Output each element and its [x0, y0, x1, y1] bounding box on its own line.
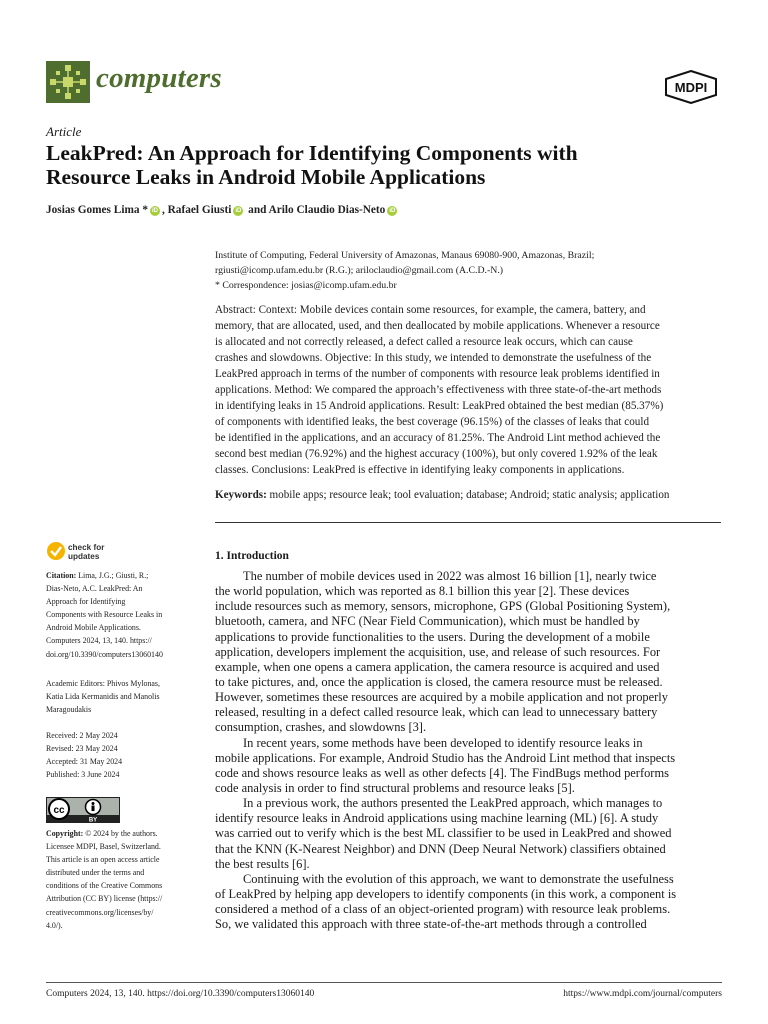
affiliation-block	[215, 248, 725, 293]
author-name: Josias Gomes Lima *	[46, 204, 148, 216]
body-line: the best results [6].	[215, 856, 310, 871]
divider	[215, 522, 721, 523]
abstract-line: Abstract: Context: Mobile devices contain some resources, for example, the camera, battery, and	[215, 304, 646, 316]
check-for-updates-icon	[46, 541, 66, 561]
body-line: considered a method of a class of an object-oriented program) with resource leak problems.	[215, 902, 671, 917]
article-type: Article	[46, 124, 82, 139]
orcid-icon[interactable]: iD	[389, 208, 396, 214]
author-name: , Rafael Giusti	[162, 204, 232, 216]
cc-by-label: BY	[88, 817, 98, 823]
footer-citation-link[interactable]: Computers 2024, 13, 140. https://doi.org/10.3390/computers13060140	[46, 989, 315, 999]
license-link[interactable]: creativecommons.org/licenses/by/	[46, 907, 154, 917]
footer-journal-link[interactable]: https://www.mdpi.com/journal/computers	[563, 989, 722, 999]
mdpi-hexagon-icon	[664, 70, 718, 104]
journal-logo	[46, 61, 90, 103]
body-line: was carried out to verify which is the best ML classifier to be used in LeakPred and showed	[215, 826, 672, 841]
abstract-line: be identified in the applications, and an accuracy of 81.25%. The Android Lint method achieved the	[215, 432, 661, 445]
citation-line: Components with Resource Leaks in	[46, 610, 163, 620]
citation-line: Dias-Neto, A.C. LeakPred: An	[46, 584, 143, 594]
editors-line: Katia Lida Kermanidis and Manolis	[46, 692, 160, 702]
revised-date: Revised: 23 May 2024	[46, 744, 118, 754]
keywords-list: mobile apps; resource leak; tool evaluation; database; Android; static analysis; application	[269, 489, 670, 501]
copyright-line: Attribution (CC BY) license (https://	[46, 894, 163, 904]
abstract	[215, 302, 721, 479]
academic-editors	[46, 677, 196, 716]
body-line: So, we validated this approach with three state-of-the-art methods through a controlled	[215, 917, 647, 932]
body-line: mobile applications. For example, Android Studio has the Android Lint method that inspects	[215, 750, 676, 765]
journal-name: computers	[96, 62, 222, 94]
body-line: applications to provide functionalities to the users. During the development of a mobile	[215, 629, 650, 644]
publisher-label: MDPI	[674, 80, 708, 95]
copyright-line: Licensee MDPI, Basel, Switzerland.	[46, 842, 161, 852]
abstract-line: is allocated and not correctly released, a defect called a resource leak occurs, which can cause	[215, 336, 633, 349]
citation-line: Computers 2024, 13, 140. https://	[46, 636, 152, 646]
copyright-line: © 2024 by the authors.	[83, 829, 158, 838]
check-for-updates-badge[interactable]	[46, 541, 66, 566]
orcid-icon[interactable]: iD	[235, 208, 242, 214]
citation-block	[46, 569, 196, 661]
body-line: In a previous work, the authors presented the LeakPred approach, which manages to	[243, 796, 663, 811]
body-line: identify resource leaks in Android applications using machine learning (ML) [6]. A study	[215, 811, 659, 826]
body-line: to take pictures, and, once the application is closed, the camera resource must be released.	[215, 674, 663, 689]
citation-doi-link[interactable]: doi.org/10.3390/computers13060140	[46, 649, 163, 659]
creative-commons-icon	[46, 797, 120, 823]
body-line: of LeakPred by helping app developers to identify components (in this work, a component is	[215, 886, 677, 901]
copyright-block	[46, 827, 196, 932]
body-line: that the KNN (K-Nearest Neighbor) and DNN (Deep Neural Network) classifiers obtained	[215, 841, 666, 856]
abstract-line: applications. Method: We compared the approach’s effectiveness with three state-of-the-art methods	[215, 384, 662, 397]
affiliation-line: Institute of Computing, Federal University of Amazonas, Manaus 69080-900, Amazonas, Brazil;	[215, 250, 595, 261]
body-line: Continuing with the evolution of this approach, we want to demonstrate the usefulness	[243, 871, 674, 886]
cc-by-license-badge[interactable]	[46, 797, 120, 828]
affiliation-line: rgiusti@icomp.ufam.edu.br (R.G.); ariloclaudio@gmail.com (A.C.D.-N.)	[215, 265, 504, 276]
received-date: Received: 2 May 2024	[46, 731, 118, 740]
check-for-updates-label[interactable]	[68, 543, 104, 561]
published-date: Published: 3 June 2024	[46, 770, 120, 780]
copyright-line: distributed under the terms and	[46, 868, 145, 878]
article-title	[46, 141, 726, 189]
copyright-line: 4.0/).	[46, 920, 63, 930]
svg-text:cc: cc	[53, 805, 65, 816]
footer-divider	[46, 982, 722, 983]
body-line: However, sometimes these resources are acquired by a mobile application and not properly	[215, 690, 668, 705]
copyright-line: This article is an open access article	[46, 855, 160, 865]
body-line: code and shows resource leaks as well as other defects [4]. The FindBugs method performs	[215, 765, 669, 780]
author-list	[46, 204, 399, 216]
publication-dates	[46, 729, 122, 781]
body-line: example, when one opens a camera application, the camera resource is acquired and used	[215, 659, 660, 674]
copyright-line: conditions of the Creative Commons	[46, 881, 163, 891]
computers-logo-icon	[46, 61, 90, 103]
author-name: and Arilo Claudio Dias-Neto	[245, 204, 386, 216]
check-line: check for	[68, 543, 105, 552]
keywords	[215, 489, 721, 501]
abstract-line: in identifying leaks in 15 Android applications. Result: LeakPred obtained the best median (85.37%)	[215, 400, 664, 413]
body-line: include resources such as memory, sensors, microphone, GPS (Global Positioning System),	[215, 599, 671, 614]
editors-line: Academic Editors: Phivos Mylonas,	[46, 679, 160, 688]
orcid-icon[interactable]: iD	[152, 208, 158, 214]
title-line: LeakPred: An Approach for Identifying Components with	[46, 141, 578, 165]
abstract-line: crashes and slowdowns. Objective: In this study, we intended to demonstrate the usefulness of the	[215, 352, 652, 365]
section-heading: 1. Introduction	[215, 550, 289, 562]
citation-line: Android Mobile Applications.	[46, 623, 141, 633]
check-line: updates	[68, 552, 100, 561]
keywords-label: Keywords:	[215, 489, 267, 501]
copyright-label: Copyright:	[46, 829, 84, 838]
citation-line: Approach for Identifying	[46, 597, 126, 607]
title-line: Resource Leaks in Android Mobile Applications	[46, 165, 486, 189]
abstract-line: second best median (76.92%) and the highest accuracy (100%), but only covered 1.92% of the leak	[215, 448, 658, 461]
body-line: released, resulting in a defect called resource leak, which can lead to unnecessary battery	[215, 705, 658, 720]
abstract-line: LeakPred approach in terms of the number of components with resource leak problems identified in	[215, 368, 660, 381]
body-line: the world population, which was reported as 8.1 billion this year [2]. These devices	[215, 584, 630, 599]
abstract-line: of components with identified leaks, the best coverage (96.15%) of the classes of leaks that could	[215, 416, 650, 429]
body-line: The number of mobile devices used in 2022 was almost 16 billion [1], nearly twice	[243, 569, 657, 583]
accepted-date: Accepted: 31 May 2024	[46, 757, 123, 767]
body-line: consumption, crashes, and slowdowns [3].	[215, 720, 427, 735]
body-line: code analysis in order to find structural problems and resource leaks [5].	[215, 780, 575, 795]
citation-label: Citation:	[46, 571, 77, 580]
body-line: application, developers implement the acquisition, use, and release of such resources. For	[215, 644, 661, 659]
mdpi-logo	[664, 70, 718, 109]
citation-line: Lima, J.G.; Giusti, R.;	[76, 571, 149, 580]
correspondence-line: * Correspondence: josias@icomp.ufam.edu.br	[215, 280, 397, 291]
abstract-line: memory, that are allocated, used, and then deallocated by mobile applications. Whenever a resource	[215, 320, 660, 333]
body-line: In recent years, some methods have been developed to identify resource leaks in	[243, 735, 643, 750]
body-line: bluetooth, camera, and NFC (Near Field Communication), which must be handled by	[215, 614, 640, 629]
introduction-text	[215, 569, 721, 932]
abstract-line: classes. Conclusions: LeakPred is effective in identifying leaky components in applications.	[215, 464, 625, 477]
editors-line: Maragoudakis	[46, 705, 92, 715]
